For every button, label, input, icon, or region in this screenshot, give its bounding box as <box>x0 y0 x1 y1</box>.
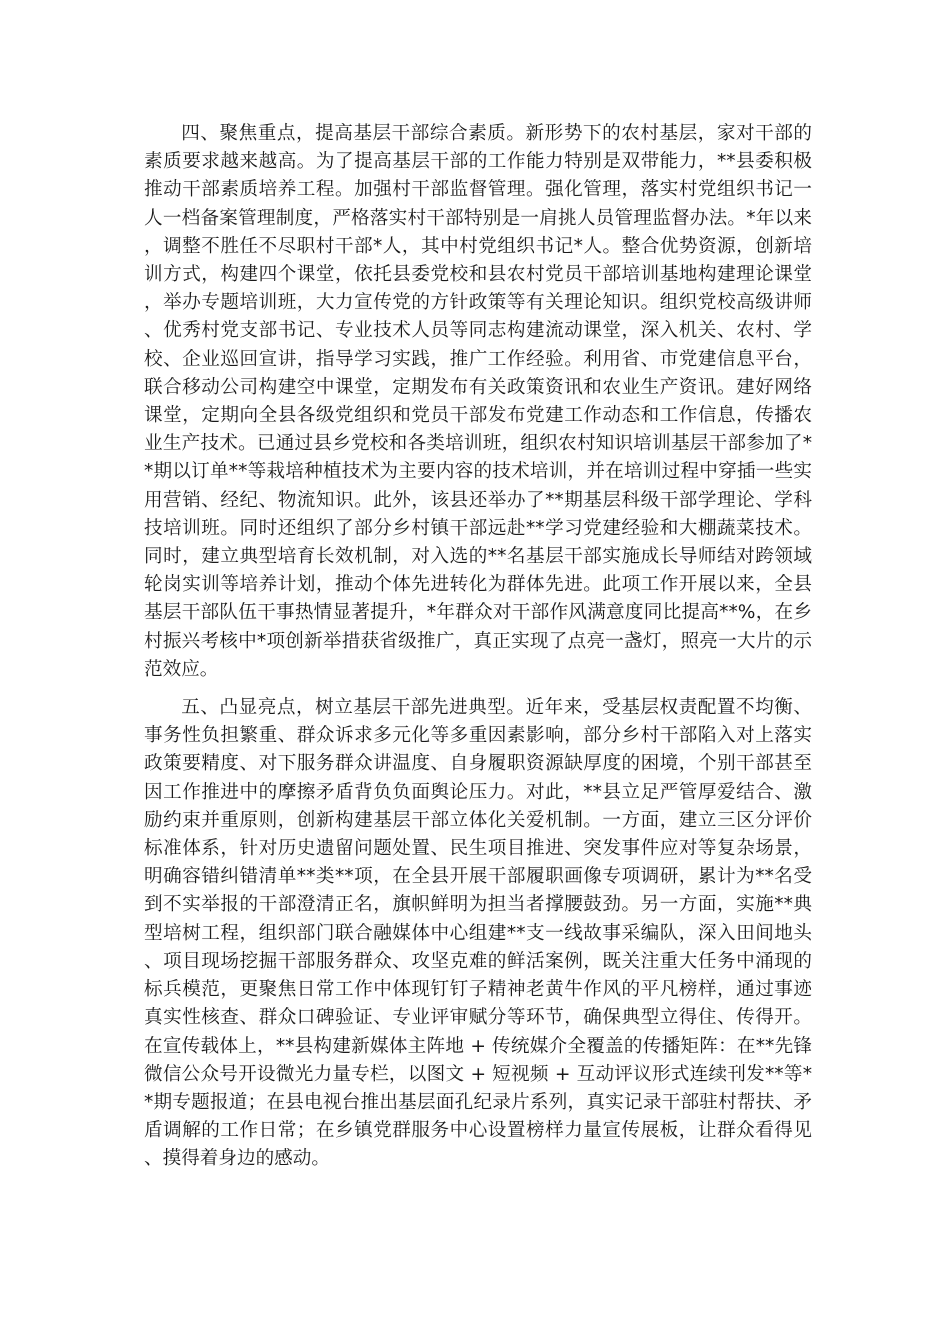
document-page <box>144 120 812 1174</box>
paragraph-section-five: 五、凸显亮点，树立基层干部先进典型。近年来，受基层权责配置不均衡、事务性负担繁重、群众诉求多元化等多重因素影响，部分乡村干部陷入对上落实政策要精度、对下服务群众讲温度、自身履职资源缺厚度的困境，个别干部甚至因工作推进中的摩擦矛盾背负负面舆论压力。对此，**县立足严管厚爱结合、激励约束并重原则，创新构建基层干部立体化关爱机制。一方面，建立三区分评价标准体系，针对历史遗留问题处置、民生项目推进、突发事件应对等复杂场景，明确容错纠错清单**类**项，在全县开展干部履职画像专项调研，累计为**名受到不实举报的干部澄清正名，旗帜鲜明为担当者撑腰鼓劲。另一方面，实施**典型培树工程，组织部门联合融媒体中心组建**支一线故事采编队，深入田间地头、项目现场挖掘干部服务群众、攻坚克难的鲜活案例，既关注重大任务中涌现的标兵模范，更聚焦日常工作中体现钉钉子精神老黄牛作风的平凡榜样，通过事迹真实性核查、群众口碑验证、专业评审赋分等环节，确保典型立得住、传得开。在宣传载体上，**县构建新媒体主阵地 + 传统媒介全覆盖的传播矩阵：在**先锋微信公众号开设微光力量专栏，以图文 + 短视频 + 互动评议形式连续刊发**等**期专题报道；在县电视台推出基层面孔纪录片系列，真实记录干部驻村帮扶、矛盾调解的工作日常；在乡镇党群服务中心设置榜样力量宣传展板，让群众看得见、摸得着身边的感动。 <box>144 697 812 1170</box>
paragraph-section-four: 四、聚焦重点，提高基层干部综合素质。新形势下的农村基层，家对干部的素质要求越来越高。为了提高基层干部的工作能力特别是双带能力，**县委积极推动干部素质培养工程。加强村干部监督管理。强化管理，落实村党组织书记一人一档备案管理制度，严格落实村干部特别是一肩挑人员管理监督办法。*年以来，调整不胜任不尽职村干部*人，其中村党组织书记*人。整合优势资源，创新培训方式，构建四个课堂，依托县委党校和县农村党员干部培训基地构建理论课堂，举办专题培训班，大力宣传党的方针政策等有关理论知识。组织党校高级讲师、优秀村党支部书记、专业技术人员等同志构建流动课堂，深入机关、农村、学校、企业巡回宣讲，指导学习实践，推广工作经验。利用省、市党建信息平台，联合移动公司构建空中课堂，定期发布有关政策资讯和农业生产资讯。建好网络课堂，定期向全县各级党组织和党员干部发布党建工作动态和工作信息，传播农业生产技术。已通过县乡党校和各类培训班，组织农村知识培训基层干部参加了**期以订单**等栽培种植技术为主要内容的技术培训，并在培训过程中穿插一些实用营销、经纪、物流知识。此外，该县还举办了**期基层科级干部学理论、学科技培训班。同时还组织了部分乡村镇干部远赴**学习党建经验和大棚蔬菜技术。同时，建立典型培育长效机制，对入选的**名基层干部实施成长导师结对跨领域轮岗实训等培养计划，推动个体先进转化为群体先进。此项工作开展以来，全县基层干部队伍干事热情显著提升，*年群众对干部作风满意度同比提高**%，在乡村振兴考核中*项创新举措获省级推广，真正实现了点亮一盏灯，照亮一大片的示范效应。 <box>144 123 812 680</box>
